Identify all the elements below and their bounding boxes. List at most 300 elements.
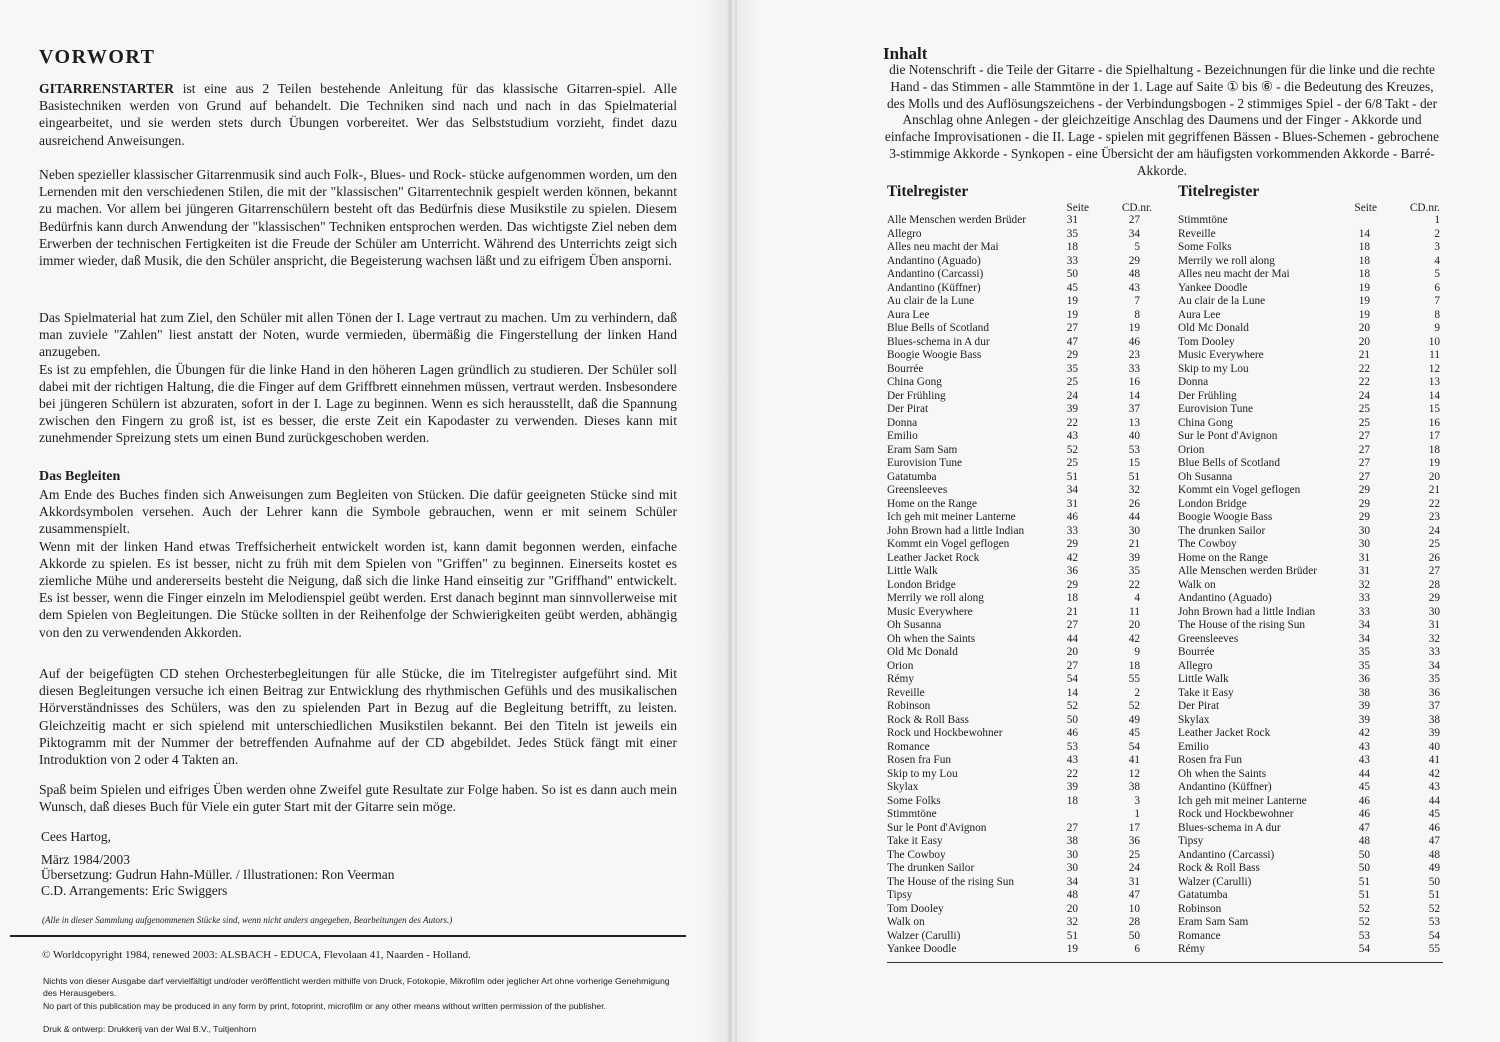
row-title: Orion: [1178, 443, 1205, 456]
table-row: [1178, 471, 1440, 485]
row-cd: 46: [1428, 821, 1440, 834]
table-row: [1178, 822, 1440, 836]
row-cd: 20: [1128, 619, 1140, 631]
row-cd: 10: [1128, 902, 1140, 915]
row-title: Some Folks: [1178, 241, 1232, 253]
register-bottom-rule: [887, 962, 1443, 963]
row-title: Bourrée: [1178, 646, 1215, 658]
row-cd: 30: [1428, 605, 1440, 618]
row-page: 19: [1358, 308, 1370, 321]
row-page: 18: [1066, 241, 1078, 253]
printer-credit: Druk & ontwerp: Drukkerij van der Wal B.V., Tuitjenhorn: [43, 1024, 257, 1034]
row-title: Der Pirat: [887, 403, 929, 415]
table-row: [1178, 228, 1440, 242]
row-cd: 28: [1428, 578, 1440, 591]
row-cd: 50: [1128, 929, 1140, 942]
table-row: [1178, 322, 1440, 336]
row-title: Yankee Doodle: [887, 943, 957, 955]
row-title: Walzer (Carulli): [887, 929, 961, 942]
row-page: 27: [1066, 619, 1078, 631]
row-cd: 33: [1128, 362, 1140, 375]
table-row: [887, 255, 1152, 269]
row-page: 30: [1358, 524, 1370, 537]
row-page: 25: [1066, 457, 1078, 469]
row-title: Emilio: [887, 430, 918, 442]
table-row: [1178, 498, 1440, 512]
row-page: 14: [1358, 227, 1370, 240]
row-cd: 24: [1428, 524, 1440, 537]
table-row: [1178, 268, 1440, 282]
row-cd: 47: [1128, 889, 1140, 901]
vorwort-title: VORWORT: [39, 46, 156, 68]
row-page: 47: [1358, 821, 1370, 834]
table-row: [887, 336, 1152, 350]
row-cd: 47: [1428, 835, 1440, 847]
row-page: 22: [1358, 362, 1370, 375]
table-row: [887, 700, 1152, 714]
table-row: [887, 295, 1152, 309]
table-row: [1178, 565, 1440, 579]
author-date: März 1984/2003: [41, 852, 130, 867]
row-cd: 48: [1428, 848, 1440, 861]
row-title: Boogie Woogie Bass: [887, 349, 982, 361]
row-title: China Gong: [1178, 416, 1233, 429]
row-cd: 11: [1129, 605, 1140, 618]
table-row: [1178, 660, 1440, 674]
left-hand-text: Es ist zu empfehlen, die Übungen für die linke Hand in den höheren Lagen gründlich zu studieren. Der Schüler soll dabei mit der richtigen Haltung, die die Finger auf dem Griffbrett einnehmen müssen, vertraut werden. Insbesondere bei jüngeren Schülern ist abzuraten, sofort in der I. Lage zu beginnen. Wenn es sich herausstellt, daß die Spannung zwischen den Fingern zu groß ist, ist es besser, die erste Zeit ein Kapodaster zu verwenden. Dieses kann mit zunehmender Spreizung stets um einen Bund zurückgeschoben werden.: [39, 361, 677, 446]
row-cd: 48: [1128, 268, 1140, 280]
row-title: Alles neu macht der Mai: [1178, 268, 1290, 280]
row-title: Skylax: [1178, 713, 1210, 726]
row-title: The House of the rising Sun: [1178, 619, 1306, 631]
row-page: 34: [1358, 619, 1370, 631]
column-header-seite: Seite: [1354, 202, 1377, 214]
table-row: [887, 430, 1152, 444]
row-cd: 49: [1128, 713, 1140, 726]
row-page: 32: [1066, 916, 1078, 928]
table-row: [1178, 403, 1440, 417]
table-row: [887, 660, 1152, 674]
row-page: 36: [1066, 565, 1078, 577]
row-page: 24: [1066, 389, 1078, 402]
footnote: (Alle in dieser Sammlung aufgenommenen Stücke sind, wenn nicht anders angegeben, Bearbeitungen des Autors.): [42, 915, 453, 925]
row-title: Rosen fra Fun: [887, 754, 952, 766]
row-title: Old Mc Donald: [887, 646, 958, 658]
row-page: 20: [1358, 322, 1370, 334]
row-title: Boogie Woogie Bass: [1178, 511, 1273, 523]
row-cd: 46: [1128, 335, 1140, 348]
inhalt-title: Inhalt: [883, 44, 928, 63]
row-page: 34: [1066, 875, 1078, 888]
table-row: [887, 754, 1152, 768]
row-title: Home on the Range: [887, 497, 978, 510]
table-row: [887, 633, 1152, 647]
table-row: [1178, 295, 1440, 309]
row-title: Home on the Range: [1178, 551, 1269, 564]
row-title: Greensleeves: [887, 484, 948, 496]
inhalt-text: die Notenschrift - die Teile der Gitarre - die Spielhaltung - Bezeichnungen für die linke und die rechte Hand - das Stimmen - alle Stammtöne in der 1. Lage auf Saite ① bis ⑥ - die Bedeutung des Kreuzes, des Molls und des Auflösungszeichens - der Verbindungsbogen - 2 stimmiges Spiel - der 6/8 Takt - der Anschlag ohne Anlegen - der gleichzeitige Anschlag des Daumens und der Finger - Akkorde und einfache Improvisationen - die II. Lage - spielen mit gegriffenen Bässen - Blues-Schemen - gebrochene 3-stimmige Akkorde - Synkopen - eine Übersicht der am häufigsten vorkommenden Akkorde - Barré-Akkorde.: [884, 62, 1440, 178]
row-title: Blues-schema in A dur: [887, 335, 990, 348]
table-row: [887, 417, 1152, 431]
row-page: 34: [1066, 484, 1078, 496]
row-page: 29: [1066, 349, 1078, 361]
row-cd: 17: [1128, 821, 1140, 834]
table-row: [1178, 862, 1440, 876]
row-page: 21: [1358, 349, 1370, 361]
table-row: [1178, 795, 1440, 809]
row-title: Romance: [1178, 929, 1221, 942]
row-cd: 12: [1128, 767, 1140, 780]
row-title: Tom Dooley: [1178, 335, 1235, 348]
row-page: 27: [1358, 443, 1370, 456]
row-title: Emilio: [1178, 740, 1209, 753]
row-title: Rock und Hockbewohner: [1178, 808, 1294, 820]
table-row: [887, 376, 1152, 390]
row-title: Rosen fra Fun: [1178, 754, 1243, 766]
row-title: Old Mc Donald: [1178, 322, 1249, 334]
row-title: Andantino (Küffner): [887, 281, 981, 294]
table-row: [887, 673, 1152, 687]
table-row: [1178, 808, 1440, 822]
table-row: [1178, 930, 1440, 944]
begleiten-text: Am Ende des Buches finden sich Anweisungen zum Begleiten von Stücken. Die dafür geeigneten Stücke sind mit Akkordsymbolen versehen. Auch der Lehrer kann die Symbole gebrauchen, wenn er mit seinem Schüler zusammenspielt.: [39, 487, 677, 537]
table-row: [887, 822, 1152, 836]
row-title: Walk on: [1178, 578, 1216, 591]
row-title: The drunken Sailor: [887, 862, 975, 874]
row-cd: 42: [1128, 632, 1140, 645]
footer-divider: [10, 935, 686, 937]
table-row: [1178, 849, 1440, 863]
table-row: [887, 727, 1152, 741]
register-rows: [887, 214, 1152, 957]
row-cd: 4: [1434, 254, 1440, 267]
table-row: [1178, 714, 1440, 728]
intro-paragraph: [39, 80, 677, 149]
right-page: [737, 0, 1500, 1042]
row-title: Skylax: [887, 781, 919, 793]
row-title: Au clair de la Lune: [887, 295, 975, 307]
row-title: Der Pirat: [1178, 700, 1220, 712]
row-title: Skip to my Lou: [1178, 362, 1249, 375]
table-row: [1178, 363, 1440, 377]
row-cd: 33: [1428, 646, 1440, 658]
row-cd: 30: [1128, 524, 1140, 537]
row-title: Aura Lee: [887, 308, 930, 321]
row-cd: 4: [1134, 592, 1140, 604]
row-cd: 54: [1428, 929, 1440, 942]
table-row: [1178, 741, 1440, 755]
row-cd: 39: [1128, 551, 1140, 564]
row-page: 19: [1066, 295, 1078, 307]
row-page: 52: [1066, 700, 1078, 712]
row-page: 29: [1066, 578, 1078, 591]
row-cd: 25: [1128, 848, 1140, 861]
row-page: 35: [1358, 646, 1370, 658]
table-row: [887, 228, 1152, 242]
row-page: 44: [1358, 767, 1370, 780]
row-page: 27: [1358, 470, 1370, 483]
row-page: 39: [1358, 713, 1370, 726]
row-page: 50: [1358, 862, 1370, 874]
row-page: 18: [1066, 592, 1078, 604]
legal-notice-en: No part of this publication may be produced in any form by print, fotoprint, microfilm or any other means without written permission of the publisher.: [43, 1001, 607, 1011]
table-row: [1178, 390, 1440, 404]
row-page: 43: [1358, 740, 1370, 753]
row-cd: 45: [1428, 808, 1440, 820]
table-row: [887, 795, 1152, 809]
row-title: The House of the rising Sun: [887, 875, 1015, 888]
row-cd: 51: [1128, 470, 1140, 483]
row-page: 30: [1066, 862, 1078, 874]
row-title: Rock & Roll Bass: [1178, 862, 1260, 874]
row-cd: 9: [1134, 646, 1140, 658]
row-title: Oh when the Saints: [1178, 767, 1267, 780]
row-cd: 27: [1428, 565, 1440, 577]
table-row: [1178, 646, 1440, 660]
table-row: [887, 552, 1152, 566]
row-title: The drunken Sailor: [1178, 524, 1266, 537]
row-cd: 16: [1428, 416, 1440, 429]
row-cd: 9: [1434, 322, 1440, 334]
row-title: Tom Dooley: [887, 902, 944, 915]
legal-notice-de: Nichts von dieser Ausgabe darf vervielfältigt und/oder veröffentlicht werden mithilfe von Druck, Fotokopie, Mikrofilm oder jeglicher Art ohne vorherige Genehmigung des Herausgebers.: [43, 976, 670, 998]
row-cd: 22: [1428, 497, 1440, 510]
row-title: Music Everywhere: [887, 605, 973, 618]
row-page: 39: [1358, 700, 1370, 712]
row-cd: 5: [1434, 268, 1440, 280]
table-row: [1178, 633, 1440, 647]
row-title: Andantino (Aguado): [887, 254, 981, 267]
table-row: [1178, 444, 1440, 458]
row-cd: 34: [1128, 227, 1140, 240]
table-row: [887, 768, 1152, 782]
intro-text: ist eine aus 2 Teilen bestehende Anleitung für das klassische Gitarren-spiel. Alle Basistechniken werden von Grund auf behandelt. Die Techniken sind nach und nach in das Spielmaterial eingearbeitet, und sie werden stets durch Übungen vorbereitet. Wer das Selbststudium vorzieht, findet dazu ausreichend Anweisungen.: [39, 81, 677, 148]
table-row: [1178, 349, 1440, 363]
row-cd: 54: [1128, 740, 1140, 753]
row-page: 18: [1358, 268, 1370, 280]
row-page: 27: [1066, 659, 1078, 672]
row-cd: 45: [1128, 727, 1140, 739]
row-cd: 37: [1428, 700, 1440, 712]
row-title: Some Folks: [887, 794, 941, 807]
table-row: [1178, 336, 1440, 350]
row-page: 20: [1358, 335, 1370, 348]
row-page: 27: [1358, 457, 1370, 469]
row-page: 18: [1358, 241, 1370, 253]
row-title: Allegro: [887, 227, 922, 240]
row-page: 14: [1066, 686, 1078, 699]
row-cd: 13: [1128, 416, 1140, 429]
row-page: 39: [1066, 403, 1078, 415]
row-title: Robinson: [1178, 902, 1222, 915]
table-row: [887, 903, 1152, 917]
row-page: 50: [1066, 268, 1078, 280]
row-cd: 15: [1428, 403, 1440, 415]
row-page: 30: [1066, 848, 1078, 861]
row-title: Andantino (Küffner): [1178, 781, 1272, 793]
material-paragraph: [39, 309, 677, 447]
row-title: London Bridge: [887, 578, 956, 591]
cd-paragraph: Auf der beigefügten CD stehen Orchesterbegleitungen für alle Stücke, die im Titelregister aufgeführt sind. Mit diesen Begleitungen versuche ich einen Beitrag zur Entwicklung des rhythmischen Gefühls und des musikalischen Hörverständnisses des Schülers, was den zu spielenden Part in Bezug auf die Begleitung betrifft, zu leisten. Gleichzeitig macht er sich spielend mit unterschiedlichen Musikstilen bekannt. Bei den Titeln ist jeweils ein Piktogramm mit der Nummer der betreffenden Aufnahme auf der CD abgebildet. Jedes Stück fängt mit einer Introduktion von 2 oder 4 Takten an.: [39, 666, 677, 768]
table-row: [887, 876, 1152, 890]
row-cd: 17: [1428, 430, 1440, 442]
title-register-alphabetical: [887, 183, 1152, 957]
row-page: 51: [1358, 889, 1370, 901]
table-row: [1178, 727, 1440, 741]
row-page: 33: [1066, 254, 1078, 267]
row-cd: 20: [1428, 470, 1440, 483]
table-row: [887, 525, 1152, 539]
table-row: [887, 619, 1152, 633]
row-cd: 31: [1128, 875, 1140, 888]
table-row: [1178, 768, 1440, 782]
row-page: 24: [1358, 389, 1370, 402]
row-title: Gatatumba: [887, 470, 937, 483]
row-page: 33: [1358, 605, 1370, 618]
row-cd: 39: [1428, 727, 1440, 739]
row-title: Tipsy: [887, 889, 913, 901]
title-register-by-cd: [1178, 183, 1440, 957]
register-title: Titelregister: [887, 183, 969, 200]
table-row: [887, 471, 1152, 485]
row-page: 29: [1358, 484, 1370, 496]
row-cd: 36: [1128, 835, 1140, 847]
row-page: 20: [1066, 902, 1078, 915]
row-page: 18: [1358, 254, 1370, 267]
table-row: [887, 916, 1152, 930]
row-page: 45: [1358, 781, 1370, 793]
material-text: Das Spielmaterial hat zum Ziel, den Schüler mit allen Tönen der I. Lage vertraut zu machen. Um zu verhindern, daß man zuviele "Zahlen" liest anstatt der Noten, wurde vermieden, übermäßig die Fingerstellung der linken Hand anzugeben.: [39, 310, 677, 360]
row-title: Skip to my Lou: [887, 767, 958, 780]
row-title: Alle Menschen werden Brüder: [887, 214, 1026, 226]
row-cd: 32: [1428, 632, 1440, 645]
row-cd: 40: [1128, 430, 1140, 442]
row-cd: 35: [1128, 565, 1140, 577]
table-row: [887, 781, 1152, 795]
row-page: 39: [1066, 781, 1078, 793]
row-title: Rémy: [887, 673, 914, 685]
row-title: Eurovision Tune: [887, 457, 963, 469]
row-title: Alle Menschen werden Brüder: [1178, 565, 1317, 577]
row-page: 46: [1358, 794, 1370, 807]
row-title: Eram Sam Sam: [887, 443, 958, 456]
table-row: [887, 214, 1152, 228]
row-page: 42: [1066, 551, 1078, 564]
row-cd: 15: [1128, 457, 1140, 469]
table-row: [887, 241, 1152, 255]
row-page: 52: [1358, 916, 1370, 928]
row-title: Reveille: [1178, 227, 1216, 240]
row-page: 19: [1066, 943, 1078, 955]
row-cd: 23: [1428, 511, 1440, 523]
row-cd: 50: [1428, 875, 1440, 888]
row-cd: 52: [1428, 902, 1440, 915]
table-row: [887, 322, 1152, 336]
table-row: [887, 579, 1152, 593]
table-row: [1178, 592, 1440, 606]
row-cd: 8: [1434, 308, 1440, 321]
column-header-seite: Seite: [1066, 202, 1089, 214]
row-title: Blue Bells of Scotland: [1178, 457, 1280, 469]
row-page: 35: [1066, 362, 1078, 375]
row-title: Andantino (Aguado): [1178, 592, 1272, 604]
row-cd: 29: [1428, 592, 1440, 604]
row-cd: 53: [1428, 916, 1440, 928]
row-cd: 38: [1428, 713, 1440, 726]
row-cd: 55: [1128, 673, 1140, 685]
row-cd: 1: [1434, 214, 1440, 226]
row-page: 31: [1358, 551, 1370, 564]
row-page: 33: [1066, 524, 1078, 537]
row-title: John Brown had a little Indian: [887, 524, 1025, 537]
table-row: [887, 511, 1152, 525]
row-page: 42: [1358, 727, 1370, 739]
row-page: 32: [1358, 578, 1370, 591]
table-row: [1178, 282, 1440, 296]
row-page: 54: [1066, 673, 1078, 685]
row-title: Reveille: [887, 686, 925, 699]
row-page: 19: [1358, 295, 1370, 307]
table-row: [1178, 889, 1440, 903]
row-cd: 7: [1434, 295, 1440, 307]
table-row: [1178, 673, 1440, 687]
row-title: Eurovision Tune: [1178, 403, 1254, 415]
begleiten-paragraph: [39, 486, 677, 641]
row-page: 35: [1358, 659, 1370, 672]
row-page: 48: [1358, 835, 1370, 847]
row-cd: 14: [1128, 389, 1140, 402]
row-title: China Gong: [887, 376, 942, 388]
translation-credit: Übersetzung: Gudrun Hahn-Müller. / Illustrationen: Ron Veerman: [41, 867, 395, 882]
row-title: London Bridge: [1178, 497, 1247, 510]
row-page: 38: [1358, 686, 1370, 699]
register-header: [887, 201, 1152, 214]
row-page: 46: [1066, 727, 1078, 739]
row-title: John Brown had a little Indian: [1178, 605, 1316, 618]
section-heading-begleiten: Das Begleiten: [39, 469, 121, 484]
table-row: [887, 363, 1152, 377]
table-row: [1178, 430, 1440, 444]
row-cd: 11: [1429, 349, 1440, 361]
row-title: Der Frühling: [887, 389, 946, 402]
row-page: 44: [1066, 632, 1078, 645]
row-page: 22: [1066, 416, 1078, 429]
row-cd: 52: [1128, 700, 1140, 712]
row-page: 19: [1066, 308, 1078, 321]
row-cd: 41: [1428, 754, 1440, 766]
row-cd: 44: [1428, 794, 1440, 807]
row-page: 35: [1066, 227, 1078, 240]
row-page: 27: [1066, 322, 1078, 334]
register-title: Titelregister: [1178, 183, 1260, 200]
row-title: Leather Jacket Rock: [1178, 727, 1271, 739]
row-title: Leather Jacket Rock: [887, 551, 980, 564]
table-row: [1178, 457, 1440, 471]
row-page: 19: [1358, 281, 1370, 294]
table-row: [1178, 525, 1440, 539]
row-title: Eram Sam Sam: [1178, 916, 1249, 928]
row-title: Walk on: [887, 916, 925, 928]
row-cd: 29: [1128, 254, 1140, 267]
row-title: Blues-schema in A dur: [1178, 821, 1281, 834]
row-title: Walzer (Carulli): [1178, 875, 1252, 888]
table-row: [1178, 876, 1440, 890]
row-cd: 6: [1434, 281, 1440, 294]
akkorde-text: Wenn mit der linken Hand etwas Treffsicherheit entwickelt worden ist, kann damit begonnen werden, einfache Akkorde zu spielen. Es ist besser, nicht zu früh mit dem Spielen von "Griffen" zu beginnen. Einerseits kostet es ziemliche Mühe und andererseits besteht die Neigung, daß sich die linke Hand einseitig zur "Griffhand" entwickelt. Es ist besser, wenn die Finger einzeln im Melodienspiel geübt werden. Erst danach beginnt man sinnvollerweise mit dem Spielen von Begleitungen. Die Stücke sollten in der Reihenfolge der Schwierigkeiten geübt werden, abhängig von den zu verwendenden Akkorden.: [39, 538, 677, 640]
row-title: Little Walk: [1178, 673, 1229, 685]
copyright: © Worldcopyright 1984, renewed 2003: ALSBACH - EDUCA, Flevolaan 41, Naarden - Holland.: [42, 949, 471, 961]
row-title: The Cowboy: [887, 848, 946, 861]
